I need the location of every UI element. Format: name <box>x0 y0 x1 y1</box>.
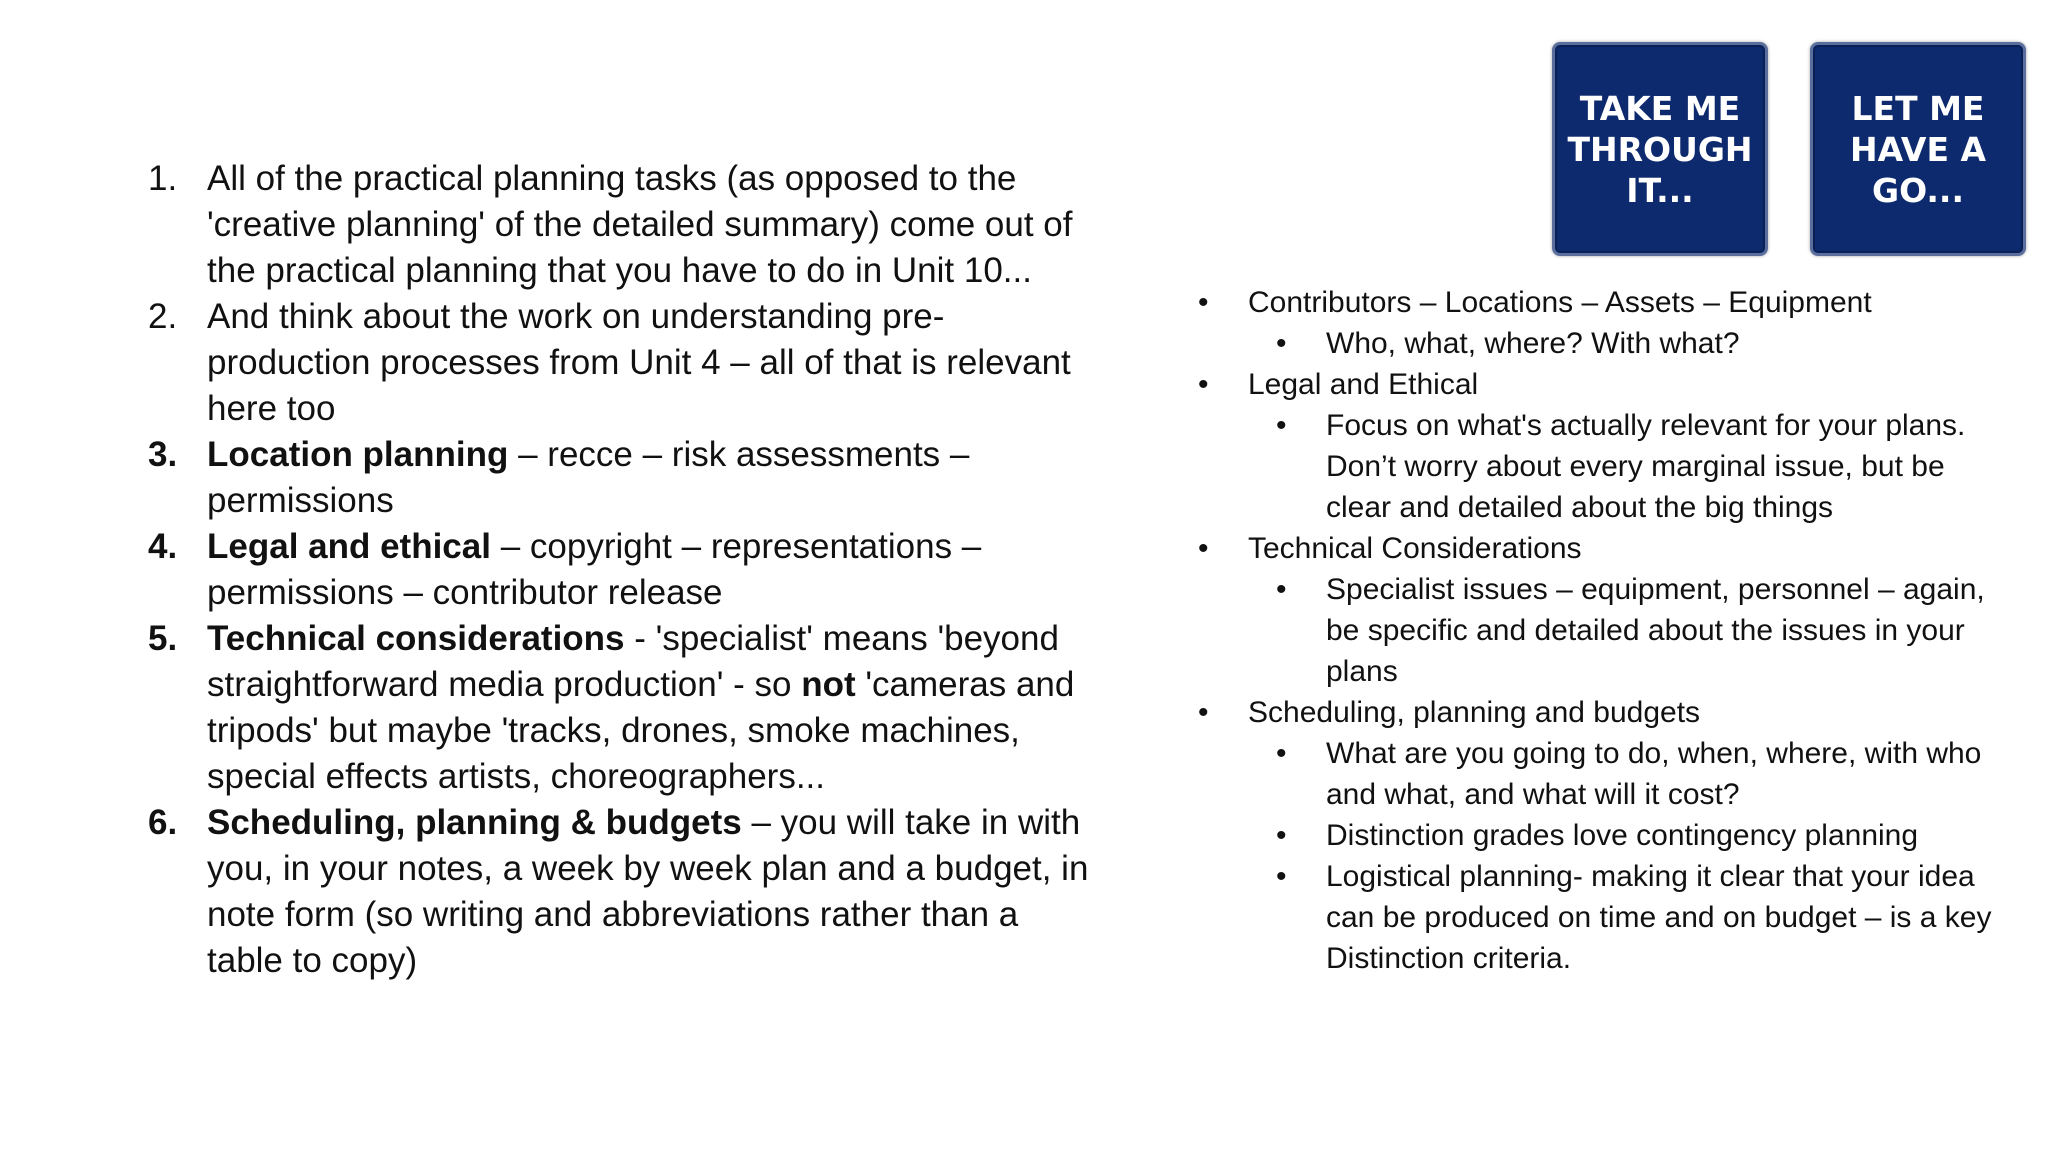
bullet-icon: • <box>1198 696 1209 729</box>
item-heading: Legal and ethical <box>207 527 491 566</box>
bullet-icon: • <box>1276 409 1287 442</box>
sub-bullet-item <box>1196 323 2016 364</box>
planning-task-item <box>148 800 1098 984</box>
sub-bullet-item <box>1196 856 2016 979</box>
sub-bullet-item <box>1196 569 2016 692</box>
item-text: - 'specialist' means 'beyond straightforward media production' - so <box>207 619 1059 704</box>
bullet-icon: • <box>1198 368 1209 401</box>
item-number: 4. <box>148 527 178 566</box>
bullet-text: Contributors – Locations – Assets – Equipment <box>1248 286 1872 319</box>
bullet-item <box>1196 282 2016 323</box>
bullet-item <box>1196 692 2016 733</box>
bullet-icon: • <box>1198 286 1209 319</box>
bullet-text: What are you going to do, when, where, with who and what, and what will it cost? <box>1326 737 1982 811</box>
bullet-text: Scheduling, planning and budgets <box>1248 696 1701 729</box>
planning-task-item <box>148 616 1098 800</box>
sub-bullet-item <box>1196 815 2016 856</box>
item-text: All of the practical planning tasks (as opposed to the 'creative planning' of the detailed summary) come out of the practical planning that you have to do in Unit 10... <box>207 159 1073 290</box>
bullet-text: Technical Considerations <box>1248 532 1582 565</box>
item-text: – you will take in with you, in your notes, a week by week plan and a budget, in note form (so writing and abbreviations rather than a table to copy) <box>207 803 1089 980</box>
planning-task-item <box>148 294 1098 432</box>
bullet-text: Specialist issues – equipment, personnel – again, be specific and detailed about the issues in your plans <box>1326 573 1985 688</box>
item-text: And think about the work on understanding pre-production processes from Unit 4 – all of that is relevant here too <box>207 297 1071 428</box>
bullet-text: Legal and Ethical <box>1248 368 1479 401</box>
item-text: – recce – risk assessments – permissions <box>207 435 970 520</box>
bullet-item <box>1196 528 2016 569</box>
planning-task-item <box>148 432 1098 524</box>
considerations-bullet-list <box>1196 282 2016 979</box>
item-number: 1. <box>148 159 178 198</box>
let-me-have-a-go-button[interactable] <box>1810 42 2026 256</box>
item-number: 5. <box>148 619 178 658</box>
take-me-through-it-button[interactable] <box>1552 42 1768 256</box>
planning-task-item <box>148 524 1098 616</box>
item-number: 6. <box>148 803 178 842</box>
sub-bullet-item <box>1196 733 2016 815</box>
item-number: 2. <box>148 297 178 336</box>
take-me-through-it-label: TAKE ME THROUGH IT... <box>1567 88 1753 210</box>
item-heading: Scheduling, planning & budgets <box>207 803 742 842</box>
bullet-text: Logistical planning- making it clear that your idea can be produced on time and on budget – is a key Distinction criteria. <box>1326 860 1992 975</box>
bullet-icon: • <box>1276 327 1287 360</box>
item-heading: Location planning <box>207 435 509 474</box>
item-text: 'cameras and tripods' but maybe 'tracks, drones, smoke machines, special effects artists, choreographers... <box>207 665 1075 796</box>
item-heading: Technical considerations <box>207 619 625 658</box>
bullet-icon: • <box>1198 532 1209 565</box>
planning-task-item <box>148 156 1098 294</box>
item-text: – copyright – representations – permissions – contributor release <box>207 527 982 612</box>
bullet-text: Who, what, where? With what? <box>1326 327 1740 360</box>
let-me-have-a-go-label: LET ME HAVE A GO... <box>1849 88 1987 210</box>
bullet-item <box>1196 364 2016 405</box>
sub-bullet-item <box>1196 405 2016 528</box>
planning-tasks-list <box>148 156 1098 984</box>
item-number: 3. <box>148 435 178 474</box>
bullet-icon: • <box>1276 819 1287 852</box>
bullet-icon: • <box>1276 860 1287 893</box>
bullet-text: Distinction grades love contingency planning <box>1326 819 1919 852</box>
bullet-text: Focus on what's actually relevant for your plans. Don’t worry about every marginal issue, but be clear and detailed about the big things <box>1326 409 1966 524</box>
item-heading: not <box>801 665 856 704</box>
bullet-icon: • <box>1276 737 1287 770</box>
bullet-icon: • <box>1276 573 1287 606</box>
